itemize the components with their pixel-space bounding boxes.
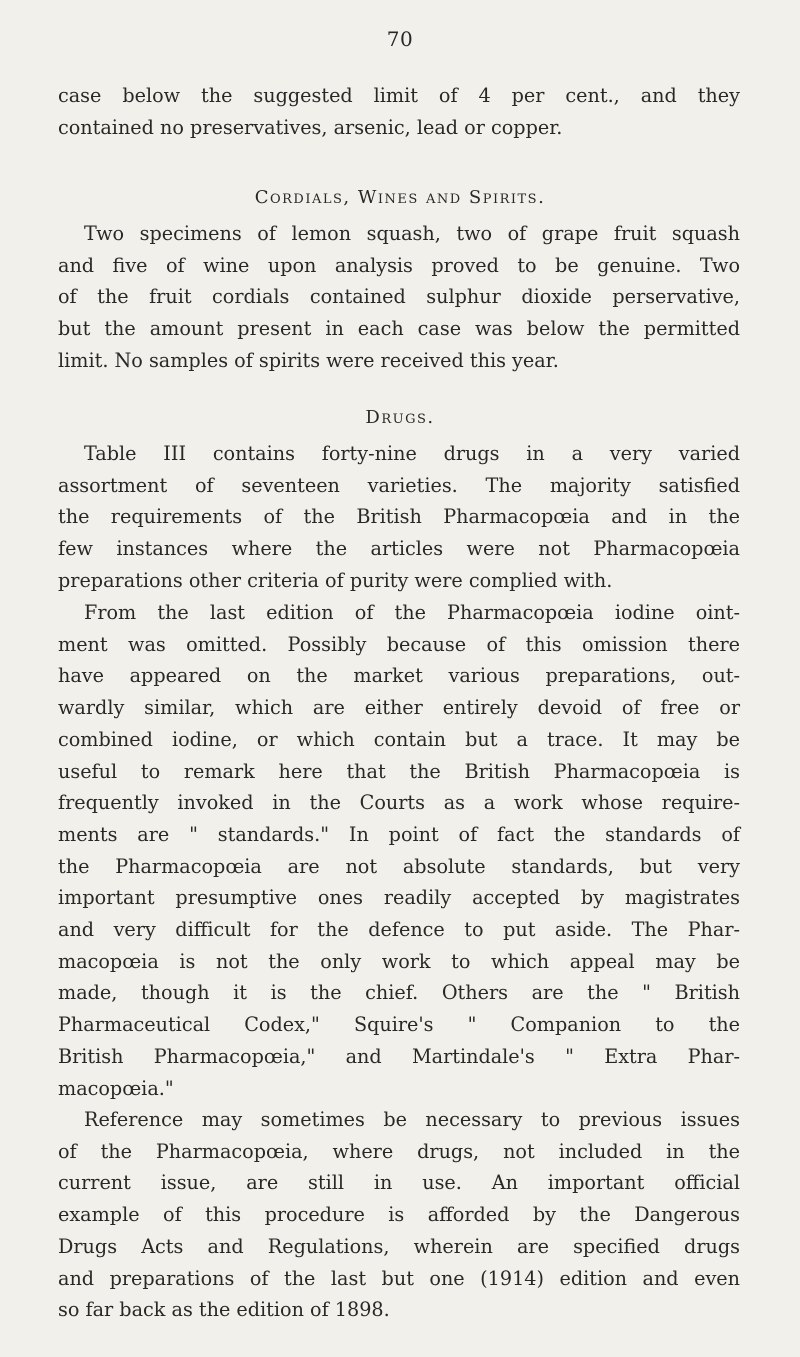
text-line: macopœia is not the only work to which appeal may be [58, 949, 740, 973]
text-line: the Pharmacopœia are not absolute standards, but very [58, 854, 740, 878]
text-line: preparations other criteria of purity were complied with. [58, 568, 613, 592]
text-line: ment was omitted. Possibly because of this omission there [58, 632, 740, 656]
intro-paragraph [58, 80, 740, 143]
text-line: British Pharmacopœia," and Martindale's " Extra Phar- [58, 1044, 740, 1068]
text-line: wardly similar, which are either entirely devoid of free or [58, 696, 740, 720]
text-line: From the last edition of the Pharmacopœia iodine oint- [84, 601, 740, 624]
cordials-paragraph [58, 218, 740, 377]
text-line: Drugs Acts and Regulations, wherein are specified drugs [58, 1234, 740, 1258]
text-line: Pharmaceutical Codex," Squire's " Companion to the [58, 1013, 740, 1037]
text-line: Table III contains forty-nine drugs in a very varied [84, 442, 740, 465]
drugs-paragraph-1 [58, 438, 740, 597]
text-line: example of this procedure is afforded by the Dangerous [58, 1203, 740, 1227]
text-line: made, though it is the chief. Others are the " British [58, 981, 740, 1005]
text-line: macopœia." [58, 1076, 174, 1100]
text-line: Reference may sometimes be necessary to previous issues [84, 1108, 740, 1131]
drugs-paragraph-3 [58, 1104, 740, 1326]
text-line: Two specimens of lemon squash, two of grape fruit squash [84, 222, 740, 245]
text-line: case below the suggested limit of 4 per cent., and they [58, 84, 740, 107]
text-line: so far back as the edition of 1898. [58, 1298, 390, 1322]
text-line: the requirements of the British Pharmacopœia and in the [58, 505, 740, 529]
text-line: contained no preservatives, arsenic, lead or copper. [58, 115, 563, 139]
text-line: and preparations of the last but one (1914) edition and even [58, 1266, 740, 1290]
text-line: frequently invoked in the Courts as a work whose require- [58, 791, 740, 815]
text-line: and five of wine upon analysis proved to be genuine. Two [58, 253, 740, 277]
drugs-paragraph-2 [58, 597, 740, 1104]
text-line: of the Pharmacopœia, where drugs, not included in the [58, 1139, 740, 1163]
text-line: of the fruit cordials contained sulphur dioxide perservative, [58, 285, 740, 309]
text-line: few instances where the articles were not Pharmacopœia [58, 537, 740, 561]
text-line: limit. No samples of spirits were received this year. [58, 348, 559, 372]
text-line: current issue, are still in use. An important official [58, 1171, 740, 1195]
section-heading-cordials: Cordials, Wines and Spirits. [254, 187, 546, 208]
text-line: important presumptive ones readily accepted by magistrates [58, 886, 740, 910]
page-number: 70 [386, 27, 414, 51]
text-line: assortment of seventeen varieties. The majority satisfied [58, 473, 740, 497]
text-line: ments are " standards." In point of fact the standards of [58, 822, 740, 846]
text-line: and very difficult for the defence to put aside. The Phar- [58, 918, 740, 942]
text-line: combined iodine, or which contain but a trace. It may be [58, 727, 740, 751]
section-heading-drugs: Drugs. [365, 407, 435, 428]
text-line: but the amount present in each case was below the permitted [58, 317, 740, 341]
text-line: useful to remark here that the British Pharmacopœia is [58, 759, 740, 783]
text-line: have appeared on the market various preparations, out- [58, 664, 740, 688]
